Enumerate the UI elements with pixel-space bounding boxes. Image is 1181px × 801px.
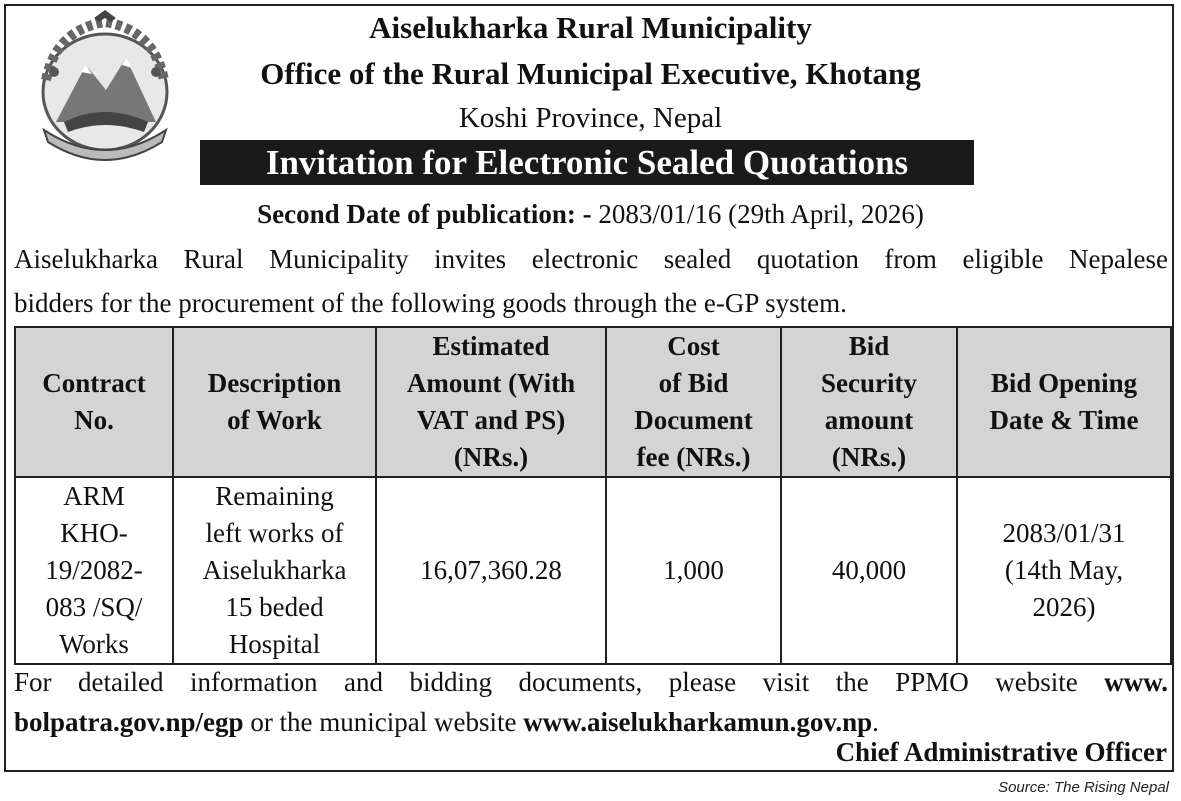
- table-row: [15, 477, 1171, 664]
- office-name: Office of the Rural Municipal Executive, Khotang: [260, 56, 921, 91]
- header-contract-no: Contract No.: [15, 327, 173, 477]
- ppmo-link-part-1[interactable]: www.: [1104, 667, 1169, 697]
- header-bid-doc-fee: Cost of Bid Document fee (NRs.): [606, 327, 781, 477]
- municipality-name: Aiselukharka Rural Municipality: [369, 10, 812, 45]
- header-description: Description of Work: [173, 327, 376, 477]
- intro-line-1: Aiselukharka Rural Municipality invites electronic sealed quotation from eligible Nepalese: [14, 244, 1168, 274]
- notice-title-banner: [200, 140, 974, 185]
- footer-end-text: .: [872, 707, 879, 737]
- intro-line-2: bidders for the procurement of the following goods through the e-GP system.: [14, 288, 847, 318]
- header-estimated-amount: Estimated Amount (With VAT and PS) (NRs.): [376, 327, 606, 477]
- cell-description: Remaining left works of Aiselukharka 15 beded Hospital: [173, 477, 376, 664]
- notice-title: Invitation for Electronic Sealed Quotations: [265, 142, 909, 182]
- publication-value: 2083/01/16 (29th April, 2026): [598, 199, 924, 229]
- signatory-title: Chief Administrative Officer: [835, 737, 1167, 767]
- source-credit: Source: The Rising Nepal: [998, 779, 1169, 796]
- footer-text: For detailed information and bidding documents, please visit the PPMO website: [14, 667, 1078, 697]
- cell-estimated-amount: 16,07,360.28: [376, 477, 606, 664]
- cell-bid-security: 40,000: [781, 477, 957, 664]
- footer-mid-text: or the municipal website: [243, 707, 524, 737]
- footer-line-1: [14, 660, 1168, 704]
- ppmo-link-part-2[interactable]: bolpatra.gov.np/egp: [14, 707, 244, 737]
- header-bid-opening: Bid Opening Date & Time: [957, 327, 1171, 477]
- table-header-row: [15, 327, 1171, 477]
- publication-date: [0, 199, 1181, 230]
- municipal-website-link[interactable]: www.aiselukharkamun.gov.np: [523, 707, 873, 737]
- cell-contract-no: ARM KHO- 19/2082- 083 /SQ/ Works: [15, 477, 173, 664]
- cell-bid-doc-fee: 1,000: [606, 477, 781, 664]
- cell-bid-opening: 2083/01/31 (14th May, 2026): [957, 477, 1171, 664]
- quotation-table: [14, 326, 1172, 665]
- header-bid-security: Bid Security amount (NRs.): [781, 327, 957, 477]
- province-location: Koshi Province, Nepal: [458, 102, 723, 134]
- publication-label: Second Date of publication: -: [257, 199, 592, 229]
